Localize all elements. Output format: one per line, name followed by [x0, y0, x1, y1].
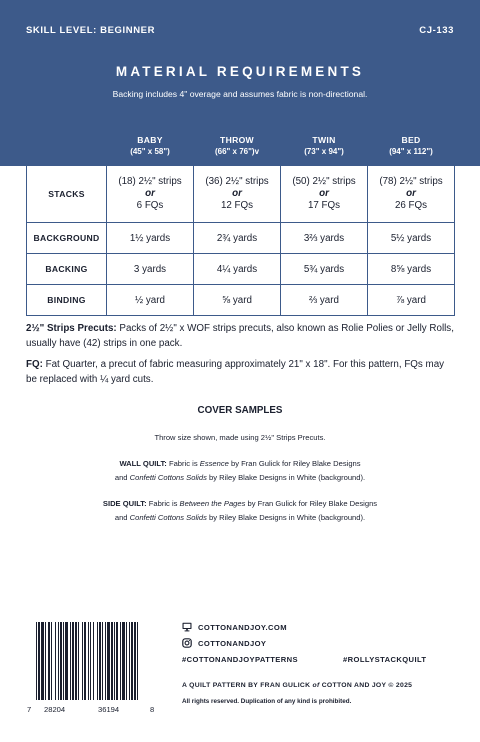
- barcode-bar: [99, 622, 101, 700]
- quilt-label: SIDE QUILT:: [102, 499, 147, 508]
- column-dims: (66" x 76")v: [214, 147, 260, 156]
- table-cell: [281, 166, 368, 223]
- column-header-bed: [368, 127, 455, 166]
- barcode-digit-lead: 7: [27, 705, 32, 714]
- table-row-background: [27, 223, 455, 254]
- table-row-binding: [27, 285, 455, 316]
- column-name: BED: [401, 135, 421, 145]
- barcode-bar: [41, 622, 44, 700]
- barcode-digit-trail: 8: [150, 705, 155, 714]
- material-requirements-table: [26, 126, 455, 316]
- credit-text: A QUILT PATTERN BY FRAN GULICK: [182, 682, 313, 689]
- fabric-name: Essence: [199, 459, 229, 468]
- cell-fqs: 6 FQs: [136, 200, 164, 211]
- cover-samples-title: COVER SAMPLES: [197, 405, 283, 416]
- cell-or: or: [145, 188, 155, 199]
- strips-note: [26, 321, 456, 351]
- table-cell: 3⅔ yards: [281, 223, 368, 254]
- cell-or: or: [232, 188, 242, 199]
- pattern-credit: [182, 682, 412, 689]
- barcode-bar: [111, 622, 113, 700]
- barcode-bar: [58, 622, 59, 700]
- barcode-bar: [65, 622, 68, 700]
- skill-level: SKILL LEVEL: BEGINNER: [26, 25, 156, 36]
- fabric-name: Confetti Cottons Solids: [129, 473, 207, 482]
- fabric-name: Confetti Cottons Solids: [129, 513, 207, 522]
- text-segment: by Fran Gulick for Riley Blake Designs: [245, 499, 378, 508]
- monitor-icon: [182, 622, 192, 632]
- barcode-bar: [82, 622, 83, 700]
- credit-of: of: [312, 682, 320, 689]
- table-header-row: [27, 127, 455, 166]
- barcode-bar: [105, 622, 106, 700]
- cell-or: or: [319, 188, 329, 199]
- barcode-bar: [93, 622, 94, 700]
- row-label: BACKGROUND: [27, 223, 107, 254]
- barcode-bar: [134, 622, 136, 700]
- cell-or: or: [406, 188, 416, 199]
- barcode-bar: [126, 622, 127, 700]
- instagram-icon: [182, 638, 192, 648]
- column-name: THROW: [220, 135, 254, 145]
- cell-fqs: 17 FQs: [307, 200, 341, 211]
- cell-strips: (18) 2½" strips: [118, 176, 182, 187]
- barcode-bar: [45, 622, 46, 700]
- barcode-bar: [75, 622, 77, 700]
- instagram-text: COTTONANDJOY: [198, 638, 267, 648]
- wall-quilt-line2: [0, 471, 480, 484]
- table-cell: 8⅝ yards: [368, 254, 455, 285]
- fq-note: [26, 357, 456, 387]
- credit-text: COTTON AND JOY © 2025: [319, 682, 413, 689]
- barcode-bar: [38, 622, 40, 700]
- barcode-bar: [70, 622, 71, 700]
- website-text: COTTONANDJOY.COM: [198, 622, 287, 632]
- row-label: STACKS: [27, 166, 107, 223]
- table-cell: [368, 166, 455, 223]
- side-quilt-line1: [0, 497, 480, 510]
- barcode-bar: [129, 622, 130, 700]
- table-cell: 5¾ yards: [281, 254, 368, 285]
- barcode-digits-left: 28204: [44, 705, 66, 714]
- table-cell: 3 yards: [107, 254, 194, 285]
- wall-quilt-line1: [0, 457, 480, 470]
- note-term: 2½" Strips Precuts:: [26, 323, 117, 334]
- barcode-bar: [63, 622, 64, 700]
- page-title: MATERIAL REQUIREMENTS: [115, 64, 365, 79]
- text-segment: Fabric is: [166, 459, 200, 468]
- barcode-bar: [114, 622, 115, 700]
- barcode-bar: [97, 622, 98, 700]
- barcode-bar: [102, 622, 103, 700]
- fabric-name: Between the Pages: [179, 499, 246, 508]
- table-cell: 1½ yards: [107, 223, 194, 254]
- page-subtitle: Backing includes 4" overage and assumes fabric is non-directional.: [112, 89, 368, 99]
- table-cell: ⅝ yard: [194, 285, 281, 316]
- website-link[interactable]: [182, 622, 287, 632]
- instagram-link[interactable]: [182, 638, 266, 648]
- text-segment: and: [114, 473, 130, 482]
- table-corner: [27, 127, 107, 166]
- cell-fqs: 26 FQs: [394, 200, 428, 211]
- column-name: BABY: [137, 135, 163, 145]
- note-text: Packs of 2½" x WOF strips precuts, also known as Rolie Polies or Jelly Rolls, usually have (42) strips in one pack.: [26, 323, 454, 349]
- table-cell: ½ yard: [107, 285, 194, 316]
- table-row-backing: [27, 254, 455, 285]
- barcode-bar: [107, 622, 110, 700]
- barcode-bar: [131, 622, 133, 700]
- text-segment: by Riley Blake Designs in White (background).: [206, 473, 366, 482]
- table-cell: ⅞ yard: [368, 285, 455, 316]
- column-name: TWIN: [312, 135, 336, 145]
- table-cell: ⅔ yard: [281, 285, 368, 316]
- barcode-bar: [88, 622, 89, 700]
- hashtag-patterns: #COTTONANDJOYPATTERNS: [182, 655, 298, 664]
- text-segment: by Riley Blake Designs in White (background).: [206, 513, 366, 522]
- side-quilt-line2: [0, 511, 480, 524]
- quilt-label: WALL QUILT:: [119, 459, 167, 468]
- barcode-bar: [78, 622, 79, 700]
- row-label: BACKING: [27, 254, 107, 285]
- barcode-digits-right: 36194: [98, 705, 120, 714]
- table-cell: 5½ yards: [368, 223, 455, 254]
- cell-strips: (78) 2½" strips: [379, 176, 443, 187]
- barcode-bar: [116, 622, 118, 700]
- barcode-bar: [51, 622, 52, 700]
- note-text: Fat Quarter, a precut of fabric measuring approximately 21" x 18". For this pattern, FQs may be replaced with ¼ yard cuts.: [26, 359, 445, 385]
- cell-fqs: 12 FQs: [220, 200, 254, 211]
- table-cell: 2¾ yards: [194, 223, 281, 254]
- column-header-baby: [107, 127, 194, 166]
- row-label: BINDING: [27, 285, 107, 316]
- barcode-bar: [55, 622, 56, 700]
- barcode-bar: [72, 622, 74, 700]
- barcode-bar: [90, 622, 91, 700]
- text-segment: and: [114, 513, 130, 522]
- cover-samples-intro: Throw size shown, made using 2½" Strips Precuts.: [154, 433, 326, 442]
- table-cell: 4¼ yards: [194, 254, 281, 285]
- barcode-bar: [48, 622, 50, 700]
- hashtag-quilt: #ROLLYSTACKQUILT: [343, 655, 427, 664]
- text-segment: by Fran Gulick for Riley Blake Designs: [228, 459, 361, 468]
- cell-strips: (50) 2½" strips: [292, 176, 356, 187]
- barcode-bar: [84, 622, 86, 700]
- barcode-bar: [36, 622, 37, 700]
- barcode-bar: [137, 622, 138, 700]
- cell-strips: (36) 2½" strips: [205, 176, 269, 187]
- barcode-bar: [120, 622, 121, 700]
- barcode-bar: [60, 622, 62, 700]
- text-segment: Fabric is: [146, 499, 180, 508]
- table-cell: [107, 166, 194, 223]
- rights-notice: All rights reserved. Duplication of any kind is prohibited.: [182, 698, 352, 705]
- column-dims: (73" x 94"): [304, 147, 344, 156]
- note-term: FQ:: [26, 359, 43, 370]
- table-cell: [194, 166, 281, 223]
- column-dims: (94" x 112"): [389, 147, 433, 156]
- pattern-code: CJ-133: [419, 25, 454, 36]
- column-dims: (45" x 58"): [130, 147, 170, 156]
- column-header-throw: [194, 127, 281, 166]
- barcode-bar: [122, 622, 125, 700]
- table-row-stacks: [27, 166, 455, 223]
- column-header-twin: [281, 127, 368, 166]
- barcode: [36, 622, 154, 700]
